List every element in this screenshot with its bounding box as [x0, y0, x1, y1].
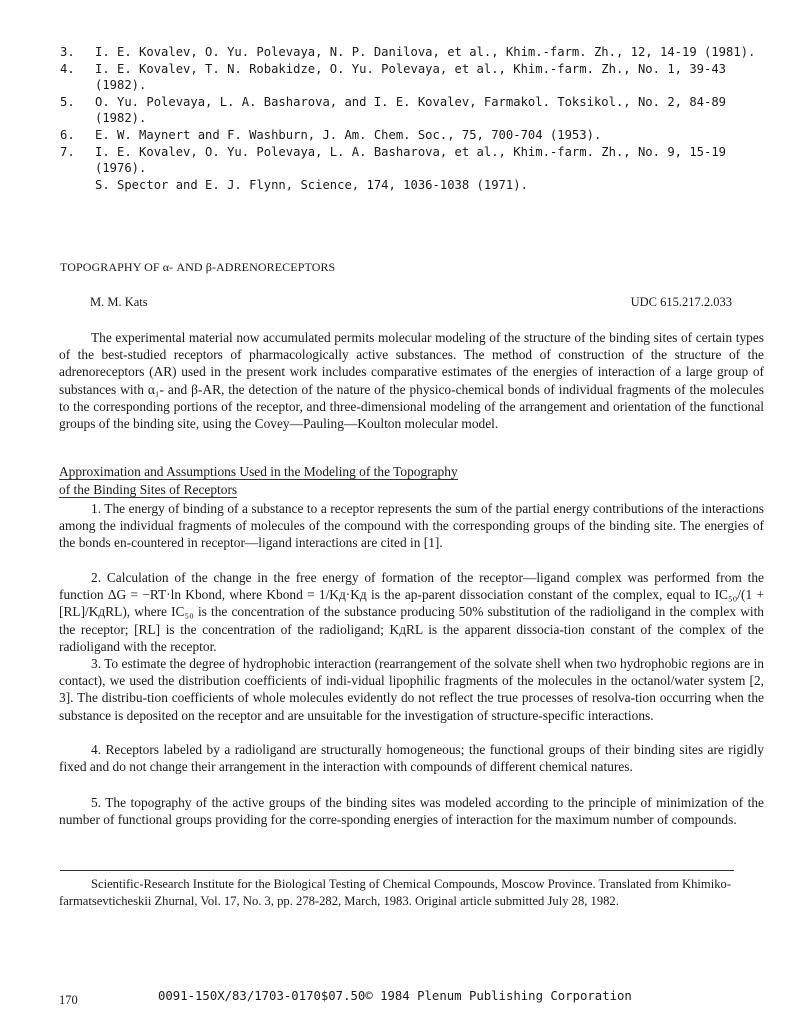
article-author: M. M. Kats: [90, 295, 148, 309]
section-heading: [59, 481, 237, 498]
footnote-text: Scientific-Research Institute for the Biological Testing of Chemical Compounds, Moscow Province. Translated from Khimiko-farmatsevticheskii Zhurnal, Vol. 17, No. 3, pp. 278-282, March, 1983. Original article submitted July 28, 1982.: [59, 877, 732, 908]
assumption-item-4: 4. Receptors labeled by a radioligand are structurally homogeneous; the functional groups of their binding sites are rigidly fixed and do not change their arrangement in the interaction with compounds of different chemical natures.: [59, 742, 764, 775]
reference-text: I. E. Kovalev, T. N. Robakidze, O. Yu. Polevaya, et al., Khim.-farm. Zh., No. 1, 39-43 (1982).: [95, 61, 727, 93]
reference-item: [60, 61, 760, 94]
reference-number: 7.: [60, 144, 75, 159]
reference-item: [60, 144, 760, 177]
reference-number: [60, 177, 95, 194]
assumption-item-1: 1. The energy of binding of a substance to a receptor represents the sum of the partial energy contributions of the interactions among the individual fragments of molecules of the compound with the corresponding groups of the binding site. The energies of the bonds en-countered in receptor—ligand interactions are cited in [1].: [59, 501, 764, 551]
reference-text: S. Spector and E. J. Flynn, Science, 174, 1036-1038 (1971).: [95, 177, 528, 192]
section-heading-line: Approximation and Assumptions Used in the Modeling of the Topography: [59, 464, 458, 479]
reference-text: I. E. Kovalev, O. Yu. Polevaya, N. P. Danilova, et al., Khim.-farm. Zh., 12, 14-19 (1981).: [95, 45, 756, 59]
reference-list: [60, 44, 760, 193]
footnote-divider: [60, 870, 734, 871]
reference-text: O. Yu. Polevaya, L. A. Basharova, and I. E. Kovalev, Farmakol. Toksikol., No. 2, 84-89 (1982).: [95, 94, 727, 126]
section-heading-line: of the Binding Sites of Receptors: [59, 482, 238, 497]
reference-text: E. W. Maynert and F. Washburn, J. Am. Chem. Soc., 75, 700-704 (1953).: [95, 127, 602, 142]
assumption-item-3: 3. To estimate the degree of hydrophobic interaction (rearrangement of the solvate shell when two hydrophobic regions are in contact), we used the distribution coefficients of indi-vidual lipophilic fragments of the molecules in the octanol/water system [2, 3]. The distribu-tion coefficients of whole molecules evidently do not reflect the true processes of resolva-tion occurring when the substance is deposited on the receptor and are unsuitable for the investigation of structure-specific interactions.: [59, 656, 764, 723]
copyright-line: 0091-150X/83/1703-0170$07.50© 1984 Plenum Publishing Corporation: [158, 989, 632, 1003]
page-number: 170: [59, 993, 78, 1007]
assumption-item-2: 2. Calculation of the change in the free energy of formation of the receptor—ligand complex was performed from the function ΔG = −RT·ln Kbond, where Kbond = 1/Kд·Kд is the ap-parent dissociation constant of the complex, equal to IC₅₀/(1 + [RL]/KдRL), where IC₅₀ is the concentration of the substance producing 50% substitution of the radioligand in the complex with the receptor; [RL] is the concentration of the radioligand; KдRL is the apparent dissocia-tion constant of the complex of the radioligand with the receptor.: [59, 570, 764, 654]
article-title: TOPOGRAPHY OF α- AND β-ADRENORECEPTORS: [60, 260, 336, 274]
intro-paragraph: The experimental material now accumulated permits molecular modeling of the structure of the binding sites of certain types of the best-studied receptors of pharmacologically active substances. The method of construction of the structure of the adrenoreceptors (AR) used in the present work includes comparative estimates of the energies of interaction of a large group of substances with α₁- and β-AR, the detection of the nature of the physico-chemical bonds of individual fragments of the molecules to the corresponding portions of the receptor, and three-dimensional modeling of the arrangement and orientation of the functional groups of the binding site, using the Covey—Pauling—Koulton molecular model.: [59, 330, 764, 432]
reference-item: [60, 177, 760, 194]
footnote: [59, 876, 764, 910]
reference-number: 6.: [60, 127, 75, 142]
reference-item: [60, 127, 760, 144]
reference-number: 4.: [60, 61, 75, 76]
reference-number: 5.: [60, 94, 75, 109]
reference-item: [60, 44, 760, 61]
udc-code: UDC 615.217.2.033: [630, 295, 732, 309]
assumption-item-5: 5. The topography of the active groups of the binding sites was modeled according to the principle of minimization of the number of functional groups providing for the corre-sponding energies of interaction for the maximum number of compounds.: [59, 795, 764, 828]
reference-text: I. E. Kovalev, O. Yu. Polevaya, L. A. Basharova, et al., Khim.-farm. Zh., No. 9, 15-19 (1976).: [95, 144, 727, 176]
section-heading: [59, 463, 458, 480]
reference-number: 3.: [60, 45, 75, 59]
reference-item: [60, 94, 760, 127]
